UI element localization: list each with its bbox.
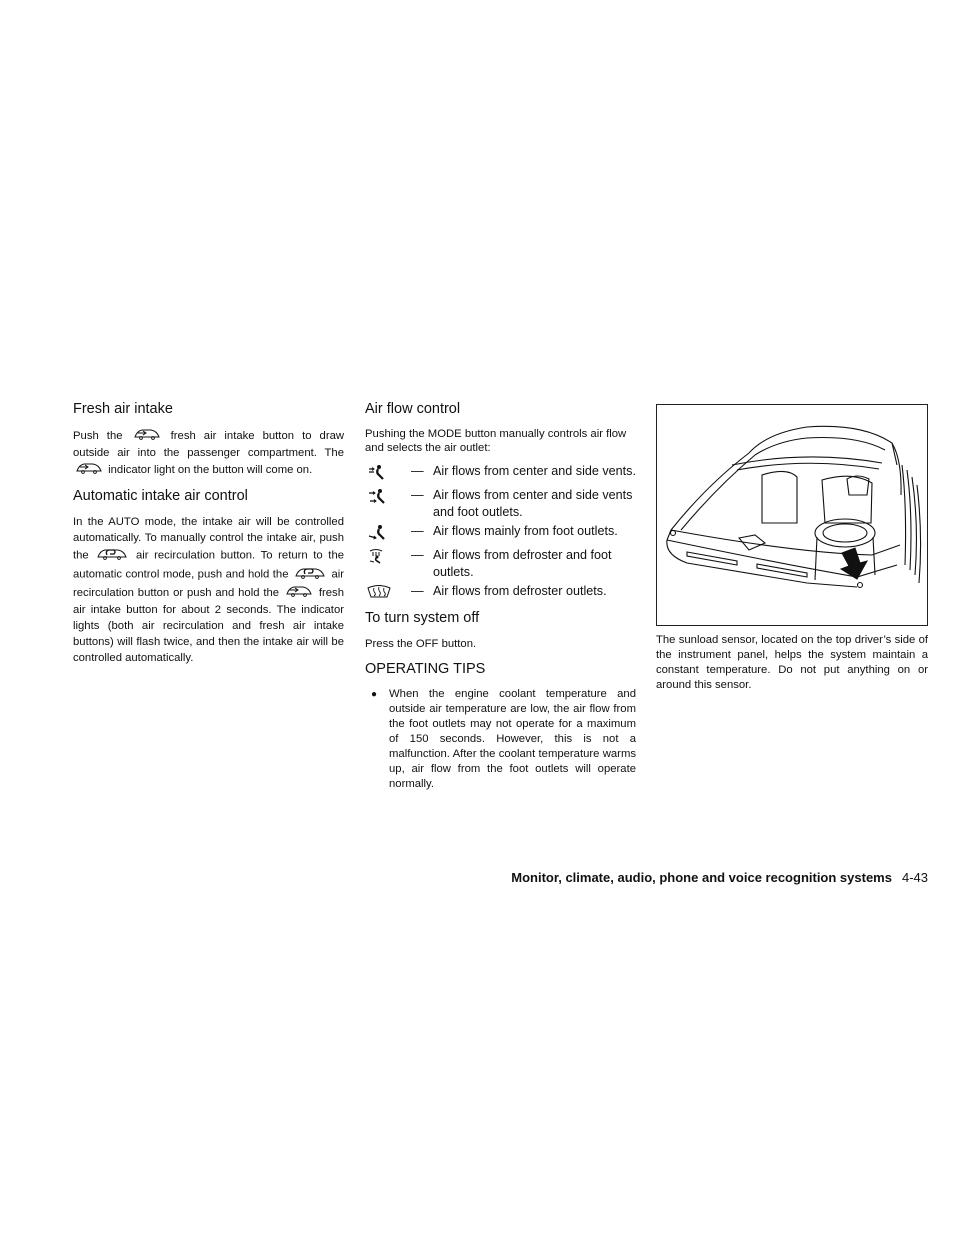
mode-dash: —: [411, 548, 424, 562]
mode-dash: —: [411, 488, 424, 502]
fresh-text-b: fresh air intake button to draw outside air into the passenger compartment. The: [73, 429, 345, 459]
automatic-intake-heading: Automatic intake air control: [73, 488, 248, 504]
operating-tip-item: [365, 687, 636, 792]
recirculation-icon: [97, 546, 127, 565]
mode-description: Air flows from center and side vents.: [433, 464, 636, 478]
fresh-air-intake-heading: Fresh air intake: [73, 401, 173, 417]
section-title: Monitor, climate, audio, phone and voice recognition systems: [511, 870, 892, 885]
mode-description: Air flows mainly from foot outlets.: [433, 524, 618, 538]
air-flow-intro: Pushing the MODE button manually controls air flow and selects the air outlet:: [365, 428, 627, 454]
operating-tip-text: When the engine coolant temperature and outside air temperature are low, the air flow from the foot outlets may not operate for a maximum of 150 seconds. However, this is not a malfunction. After the coolant temperature warms up, air flow from the foot outlets will operate normally.: [389, 688, 636, 790]
recirculation-icon: [295, 565, 325, 584]
air-flow-control-heading: Air flow control: [365, 401, 461, 417]
vent-mode-icon: [365, 463, 411, 485]
sunload-sensor-illustration: [656, 404, 928, 626]
mode-description: Air flows from defroster outlets.: [433, 584, 607, 598]
mode-row-bilevel: [365, 487, 636, 521]
fresh-air-icon: [134, 427, 160, 445]
auto-text-c: air recirculation button or push and hold the: [73, 568, 344, 599]
mode-row-foot: [365, 523, 636, 545]
turn-system-off-heading: To turn system off: [365, 610, 480, 626]
page-footer: [511, 870, 928, 885]
fresh-text-c: indicator light on the button will come on.: [108, 463, 313, 476]
mode-description: Air flows from center and side vents and foot outlets.: [433, 488, 633, 519]
fresh-air-intake-paragraph: [73, 427, 344, 479]
page-number: 4-43: [901, 870, 928, 885]
mode-description: Air flows from defroster and foot outlets.: [433, 548, 612, 579]
fresh-air-icon: [286, 584, 312, 602]
fresh-text-a: Push the: [73, 429, 123, 442]
foot-mode-icon: [365, 523, 411, 545]
bullet-icon: ●: [371, 689, 378, 700]
mode-dash: —: [411, 464, 424, 478]
mode-row-foot-defrost: [365, 547, 636, 581]
mode-list: [365, 463, 636, 603]
mode-dash: —: [411, 524, 424, 538]
auto-text-a: In the AUTO mode, the intake air will be controlled automatically. To manually control the intake air, push the: [73, 516, 344, 562]
operating-tips-heading: OPERATING TIPS: [365, 661, 486, 677]
left-column: [73, 400, 344, 674]
fresh-air-indicator-icon: [76, 461, 102, 479]
sunload-sensor-caption: The sunload sensor, located on the top driver’s side of the instrument panel, helps the system maintain a constant temperature. Do not put anything on or around this sensor.: [656, 634, 928, 691]
dashboard-drawing: [657, 405, 927, 625]
right-column: [656, 399, 928, 701]
turn-system-off-text: Press the OFF button.: [365, 638, 477, 650]
auto-text-d: fresh air intake button for about 2 seconds. The indicator lights (both air recirculation and fresh air intake buttons) will flash twice, and then the intake air will be controlled automatically.: [73, 586, 344, 664]
middle-column: [365, 400, 636, 792]
automatic-intake-paragraph: [73, 514, 344, 666]
mode-row-vent: [365, 463, 636, 485]
auto-text-b: air recirculation button. To return to the automatic control mode, push and hold the: [73, 549, 345, 581]
defrost-mode-icon: [365, 583, 411, 603]
bilevel-mode-icon: [365, 487, 411, 521]
mode-row-defrost: [365, 583, 636, 603]
mode-dash: —: [411, 584, 424, 598]
foot-defrost-mode-icon: [365, 547, 411, 581]
